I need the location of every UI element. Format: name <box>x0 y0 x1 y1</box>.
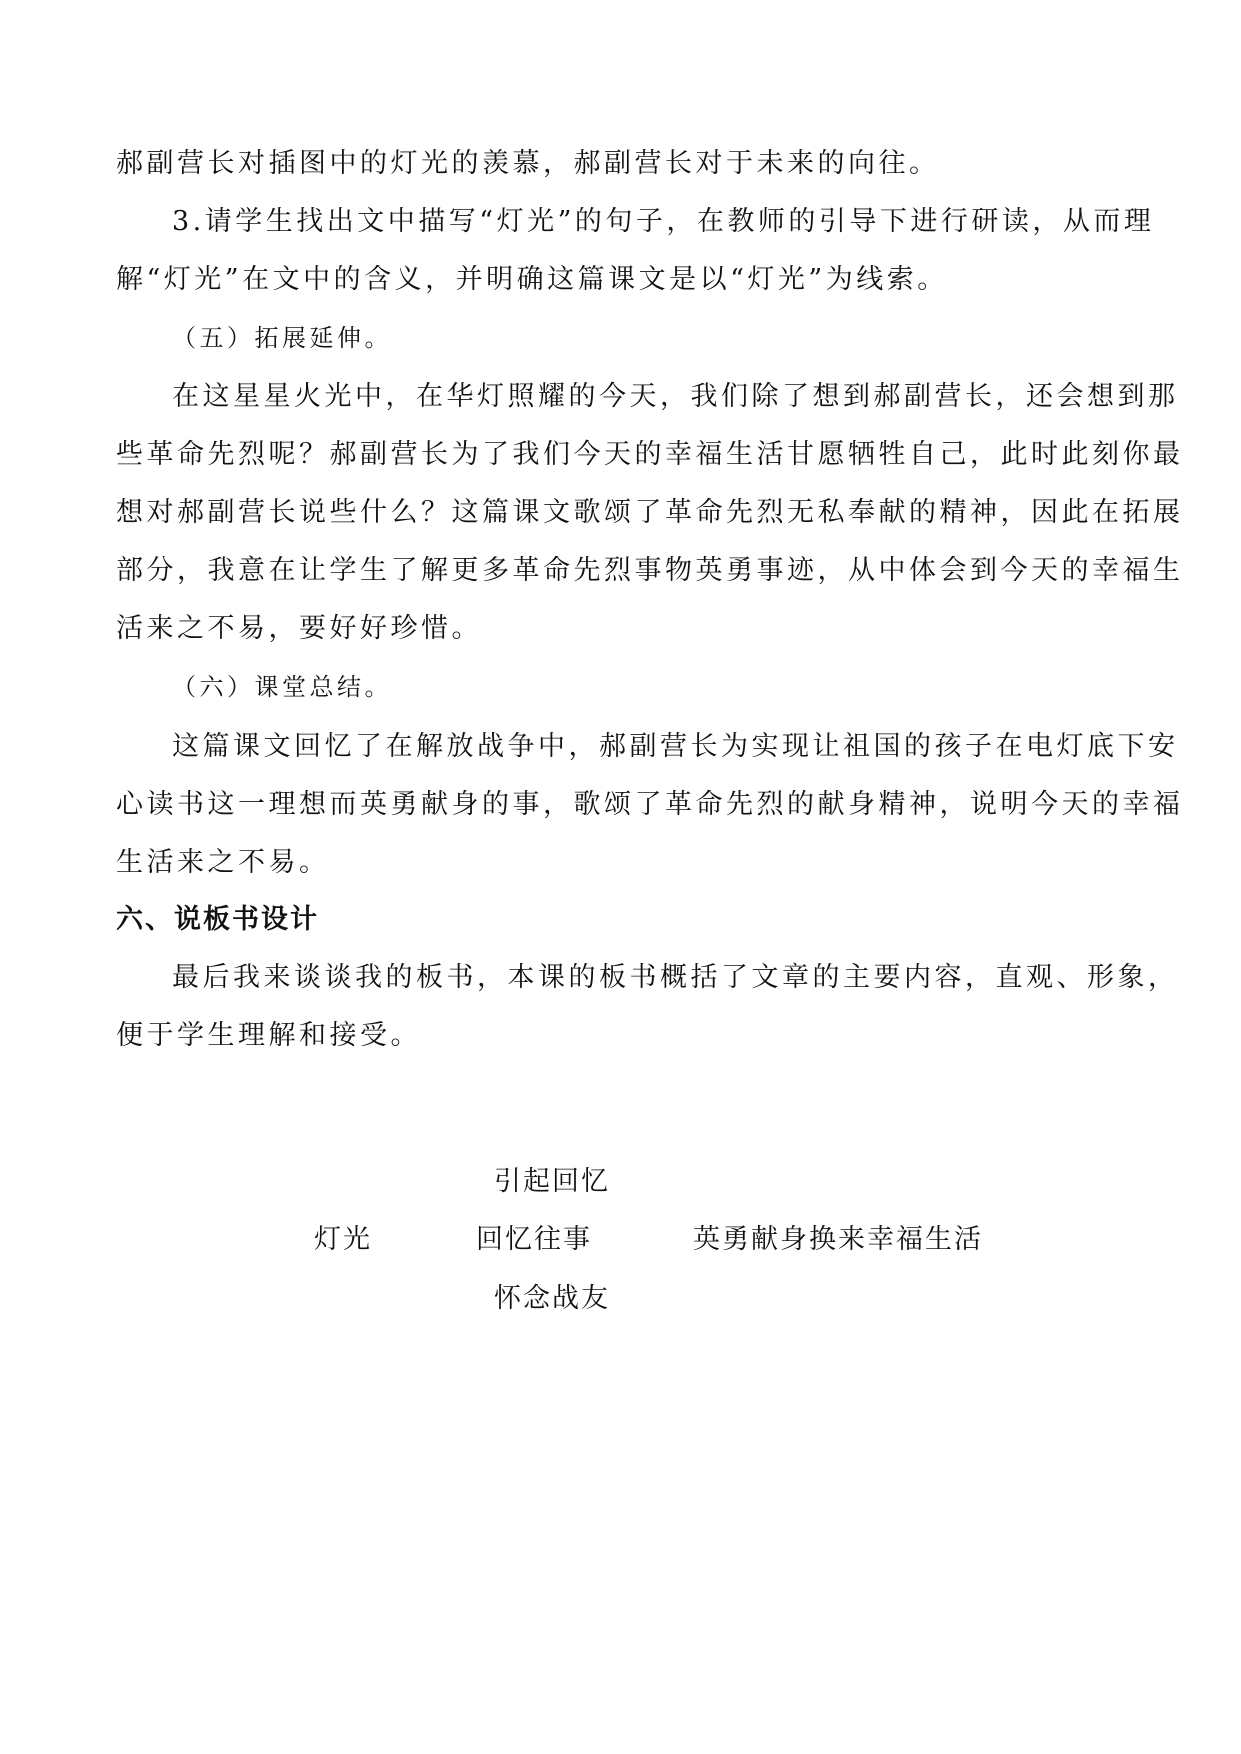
paragraph-line: 这篇课文回忆了在解放战争中，郝副营长为实现让祖国的孩子在电灯底下安 <box>172 731 1179 762</box>
board-left: 灯光 <box>314 1224 372 1255</box>
board-bottom: 怀念战友 <box>494 1283 610 1314</box>
paragraph-line: 在这星星火光中，在华灯照耀的今天，我们除了想到郝副营长，还会想到那 <box>172 381 1179 412</box>
paragraph-line: 想对郝副营长说些什么？这篇课文歌颂了革命先烈无私奉献的精神，因此在拓展 <box>116 497 1184 528</box>
paragraph-line: 活来之不易，要好好珍惜。 <box>116 613 482 644</box>
paragraph-line: 便于学生理解和接受。 <box>116 1020 421 1051</box>
board-top: 引起回忆 <box>494 1166 610 1197</box>
paragraph-line: 心读书这一理想而英勇献身的事，歌颂了革命先烈的献身精神，说明今天的幸福 <box>116 789 1184 820</box>
section-heading-5: （五）拓展延伸。 <box>172 324 392 352</box>
board-middle: 回忆往事 <box>476 1224 592 1255</box>
paragraph-line: 部分，我意在让学生了解更多革命先烈事物英勇事迹，从中体会到今天的幸福生 <box>116 555 1184 586</box>
section-heading-6: （六）课堂总结。 <box>172 673 392 701</box>
paragraph-line: 3.请学生找出文中描写“灯光”的句子，在教师的引导下进行研读，从而理 <box>172 206 1155 237</box>
paragraph-line: 些革命先烈呢？郝副营长为了我们今天的幸福生活甘愿牺牲自己，此时此刻你最 <box>116 439 1184 470</box>
paragraph-line: 郝副营长对插图中的灯光的羡慕，郝副营长对于未来的向往。 <box>116 148 940 179</box>
paragraph-line: 解“灯光”在文中的含义，并明确这篇课文是以“灯光”为线索。 <box>116 264 948 295</box>
paragraph-line: 生活来之不易。 <box>116 847 330 878</box>
section-title: 六、说板书设计 <box>116 904 319 935</box>
board-right: 英勇献身换来幸福生活 <box>693 1224 983 1255</box>
paragraph-line: 最后我来谈谈我的板书，本课的板书概括了文章的主要内容，直观、形象， <box>172 962 1179 993</box>
